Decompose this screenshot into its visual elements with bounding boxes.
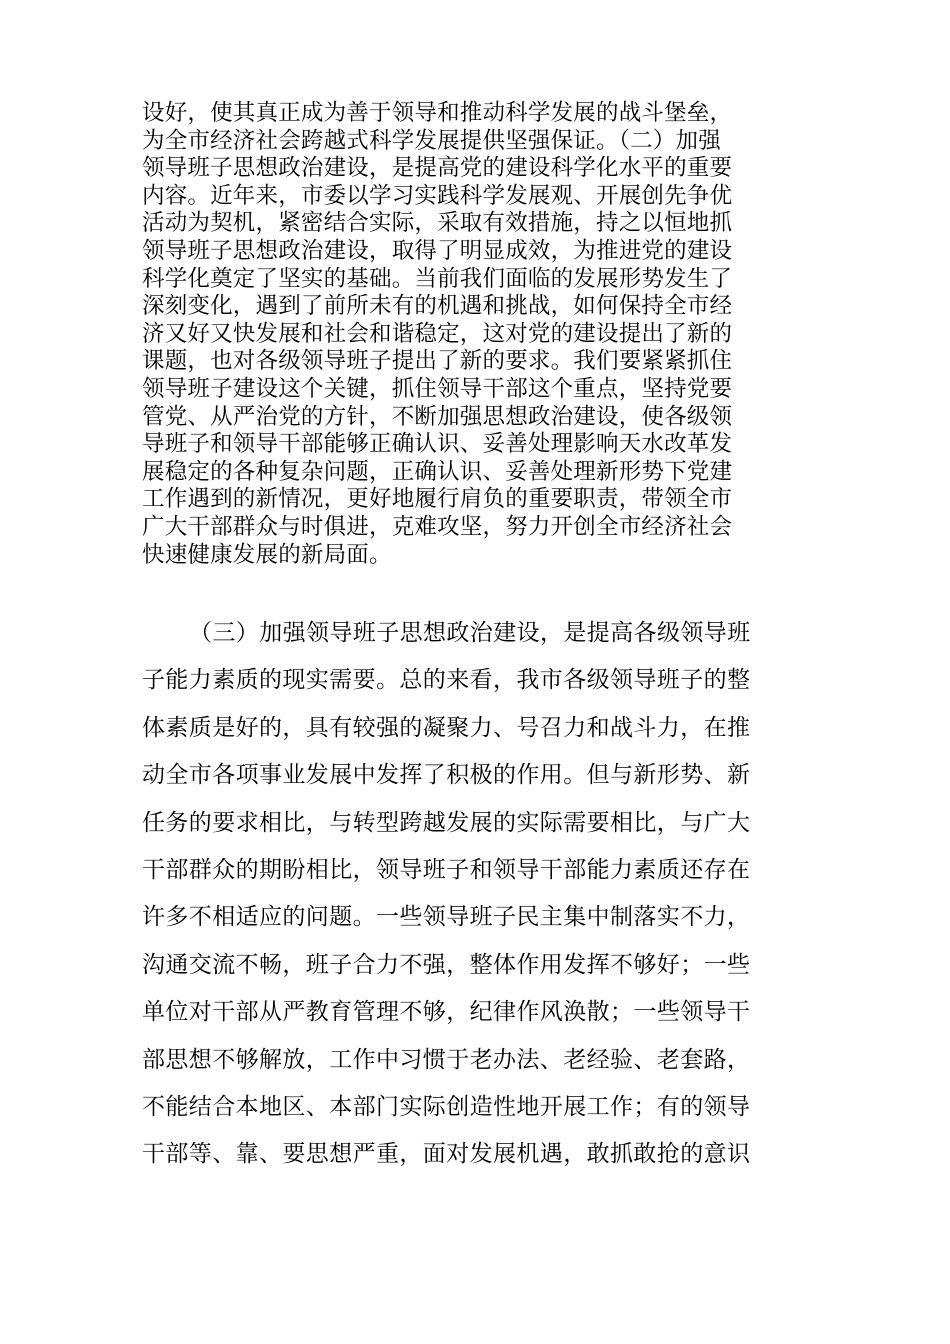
text-line: 领导班子思想政治建设，是提高党的建设科学化水平的重要 xyxy=(142,155,733,182)
text-line: 单位对干部从严教育管理不够，纪律作风涣散；一些领导干 xyxy=(142,999,751,1026)
text-line: 领导班子建设这个关键，抓住领导干部这个重点，坚持党要 xyxy=(142,375,733,402)
text-line: 快速健康发展的新局面。 xyxy=(142,541,392,568)
text-line: 部思想不够解放，工作中习惯于老办法、老经验、老套路， xyxy=(142,1046,751,1073)
text-line: 课题，也对各级领导班子提出了新的要求。我们要紧紧抓住 xyxy=(142,348,733,375)
text-line: 展稳定的各种复杂问题，正确认识、妥善处理新形势下党建 xyxy=(142,458,733,485)
text-line: 济又好又快发展和社会和谐稳定，这对党的建设提出了新的 xyxy=(142,320,733,347)
text-line: 动全市各项事业发展中发挥了积极的作用。但与新形势、新 xyxy=(142,762,751,789)
text-line: 干部群众的期盼相比，领导班子和领导干部能力素质还存在 xyxy=(142,856,751,883)
text-line: 许多不相适应的问题。一些领导班子民主集中制落实不力， xyxy=(142,904,751,931)
paragraph-section-two xyxy=(142,100,832,569)
text-line: 活动为契机，紧密结合实际，采取有效措施，持之以恒地抓 xyxy=(142,210,733,237)
text-line: 任务的要求相比，与转型跨越发展的实际需要相比，与广大 xyxy=(142,809,751,836)
text-line: 体素质是好的，具有较强的凝聚力、号召力和战斗力，在推 xyxy=(142,714,751,741)
text-line: 工作遇到的新情况，更好地履行肩负的重要职责，带领全市 xyxy=(142,486,733,513)
text-line: 导班子和领导干部能够正确认识、妥善处理影响天水改革发 xyxy=(142,431,733,458)
text-line: 为全市经济社会跨越式科学发展提供坚强保证。（二）加强 xyxy=(142,127,721,154)
text-line: 不能结合本地区、本部门实际创造性地开展工作；有的领导 xyxy=(142,1093,751,1120)
text-line: 广大干部群众与时俱进，克难攻坚，努力开创全市经济社会 xyxy=(142,513,733,540)
text-line: 深刻变化，遇到了前所未有的机遇和挑战，如何保持全市经 xyxy=(142,293,733,320)
text-line: 沟通交流不畅，班子合力不强，整体作用发挥不够好；一些 xyxy=(142,951,751,978)
text-line: 设好，使其真正成为善于领导和推动科学发展的战斗堡垒， xyxy=(142,100,733,126)
text-line: （三）加强领导班子思想政治建设，是提高各级领导班 xyxy=(189,620,751,646)
text-line: 子能力素质的现实需要。总的来看，我市各级领导班子的整 xyxy=(142,667,751,694)
text-line: 领导班子思想政治建设，取得了明显成效，为推进党的建设 xyxy=(142,237,733,264)
text-line: 内容。近年来，市委以学习实践科学发展观、开展创先争优 xyxy=(142,182,733,209)
text-line: 管党、从严治党的方针，不断加强思想政治建设，使各级领 xyxy=(142,403,733,430)
text-line: 干部等、靠、要思想严重，面对发展机遇，敢抓敢抢的意识 xyxy=(142,1141,751,1168)
paragraph-section-three xyxy=(142,610,832,1179)
text-line: 科学化奠定了坚实的基础。当前我们面临的发展形势发生了 xyxy=(142,265,733,292)
